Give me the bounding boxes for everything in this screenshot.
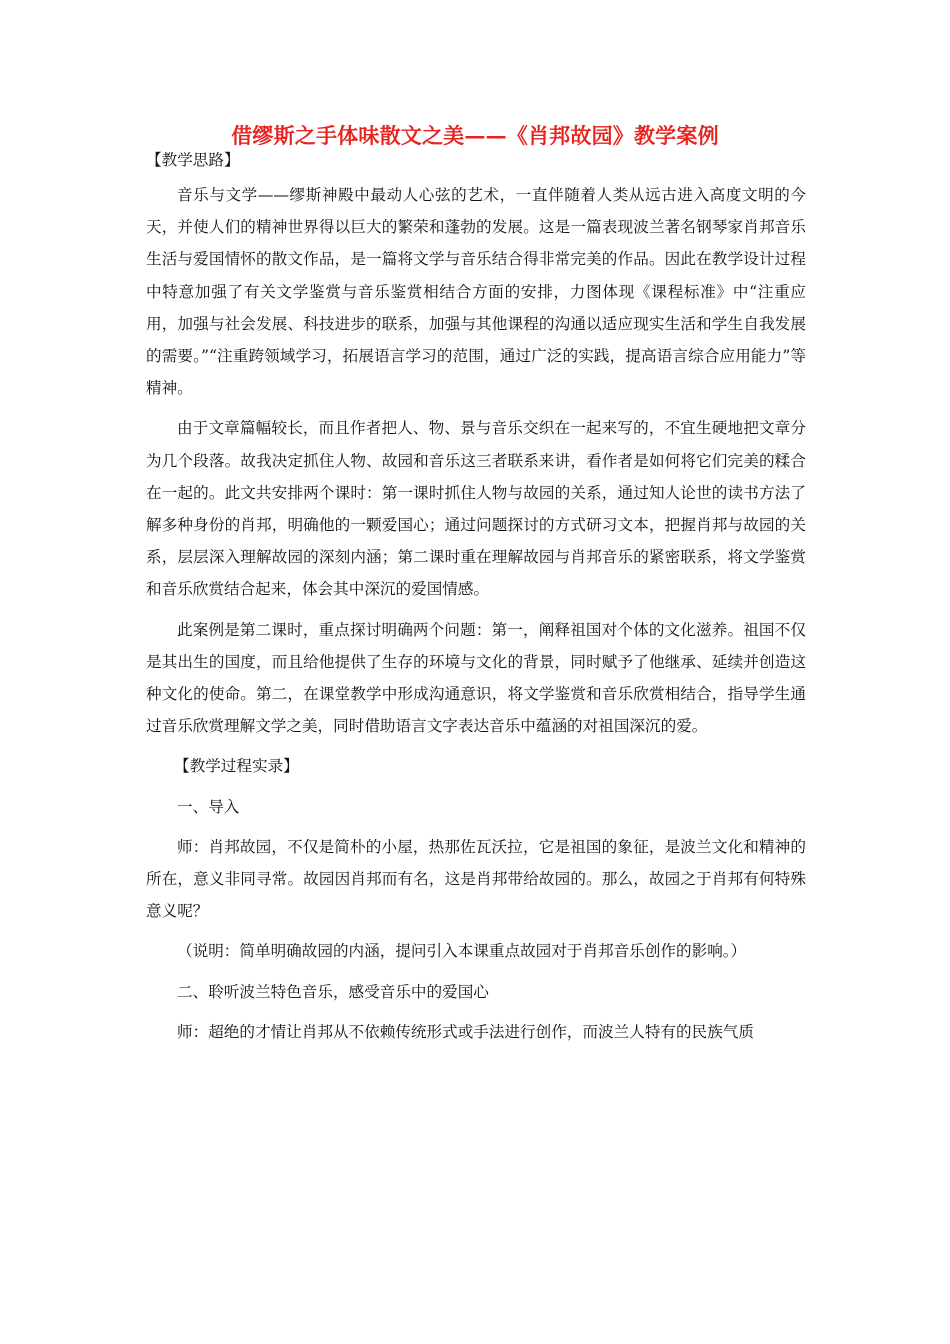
paragraph-course-arrangement: 由于文章篇幅较长，而且作者把人、物、景与音乐交织在一起来写的，不宜生硬地把文章分为几个段落。故我决定抓住人物、故园和音乐这三者联系来讲，看作者是如何将它们完美的糅合在一起的。此文共安排两个课时：第一课时抓住人物与故园的关系，通过知人论世的读书方法了解多种身份的肖邦，明确他的一颗爱国心；通过问题探讨的方式研习文本，把握肖邦与故园的关系，层层深入理解故园的深刻内涵；第二课时重在理解故园与肖邦音乐的紧密联系，将文学鉴赏和音乐欣赏结合起来，体会其中深沉的爱国情感。 <box>146 419 806 599</box>
step-heading-introduction: 一、导入 <box>177 797 240 816</box>
document-title: 借缪斯之手体味散文之美——《肖邦故园》教学案例 <box>231 123 719 148</box>
paragraph-music-and-literature: 音乐与文学——缪斯神殿中最动人心弦的艺术，一直伴随着人类从远古进入高度文明的今天，并使人们的精神世界得以巨大的繁荣和蓬勃的发展。这是一篇表现波兰著名钢琴家肖邦音乐生活与爱国情怀的散文作品，是一篇将文学与音乐结合得非常完美的作品。因此在教学设计过程中特意加强了有关文学鉴赏与音乐鉴赏相结合方面的安排，力图体现《课程标准》中“注重应用，加强与社会发展、科技进步的联系，加强与其他课程的沟通以适应现实生活和学生自我发展的需要。”“注重跨领域学习，拓展语言学习的范围，通过广泛的实践，提高语言综合应用能力”等精神。 <box>146 186 806 398</box>
paragraph-gap <box>146 606 806 614</box>
step-heading-listening: 二、聆听波兰特色音乐，感受音乐中的爱国心 <box>177 982 489 1001</box>
section-heading-teaching-thinking: 【教学思路】 <box>146 151 240 169</box>
explanation-note: （说明：简单明确故园的内涵，提问引入本课重点故园对于肖邦音乐创作的影响。） <box>177 942 747 961</box>
paragraph-gap <box>146 404 806 412</box>
paragraph-gap <box>146 1008 806 1016</box>
document-body <box>146 147 806 1048</box>
teacher-line-listening: 师：超绝的才情让肖邦从不依赖传统形式或手法进行创作，而波兰人特有的民族气质 <box>177 1022 754 1041</box>
paragraph-second-lesson-focus: 此案例是第二课时，重点探讨明确两个问题：第一，阐释祖国对个体的文化滋养。祖国不仅是其出生的国度，而且给他提供了生存的环境与文化的背景，同时赋予了他继承、延续并创造这种文化的使命。第二，在课堂教学中形成沟通意识，将文学鉴赏和音乐欣赏相结合，指导学生通过音乐欣赏理解文学之美，同时借助语言文字表达音乐中蕴涵的对祖国深沉的爱。 <box>146 620 806 736</box>
paragraph-gap <box>146 742 806 750</box>
paragraph-gap <box>146 783 806 791</box>
teacher-line-introduction: 师：肖邦故园，不仅是简朴的小屋，热那佐瓦沃拉，它是祖国的象征，是波兰文化和精神的所在，意义非同寻常。故园因肖邦而有名，这是肖邦带给故园的。那么，故园之于肖邦有何特殊意义呢？ <box>146 837 806 921</box>
section-heading-teaching-process: 【教学过程实录】 <box>174 757 299 776</box>
paragraph-gap <box>146 823 806 831</box>
paragraph-gap <box>146 968 806 976</box>
paragraph-gap <box>146 927 806 935</box>
